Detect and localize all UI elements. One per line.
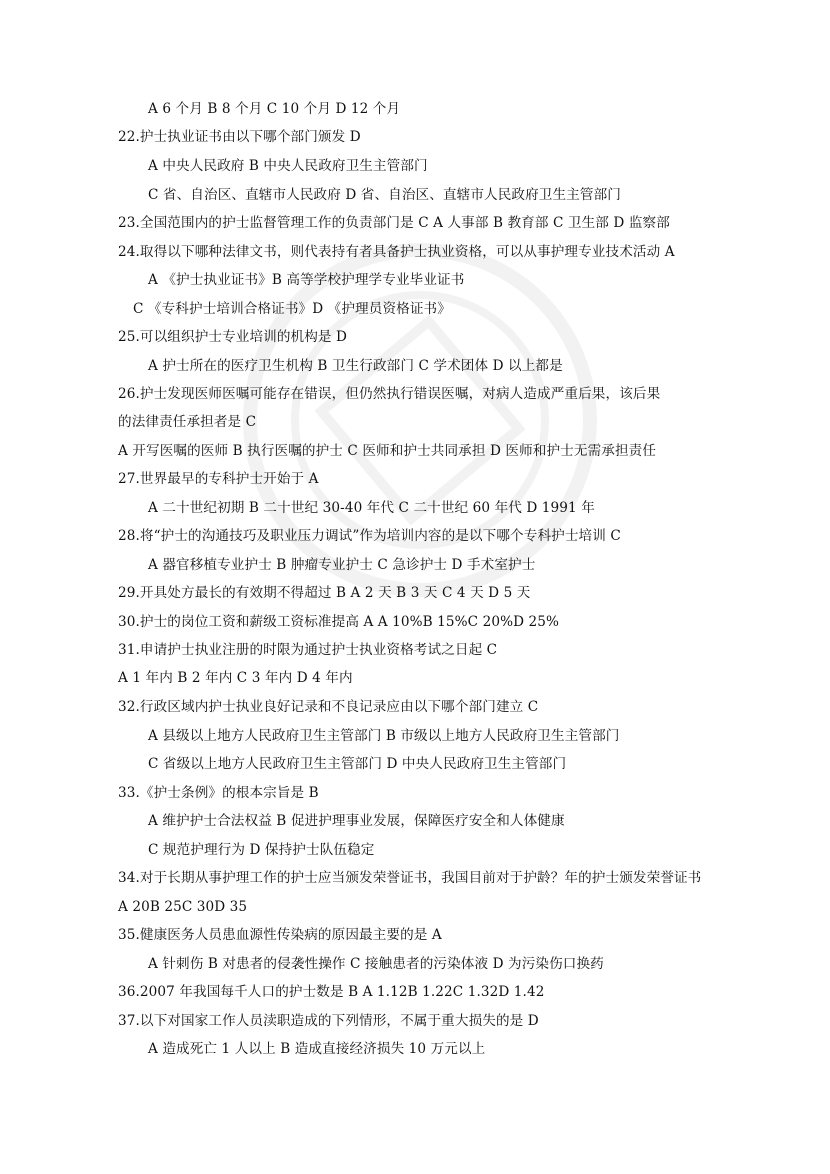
question-32-options-cd: C 省级以上地方人民政府卫生主管部门 D 中央人民政府卫生主管部门	[148, 756, 567, 772]
question-32: 32.行政区域内护士执业良好记录和不良记录应由以下哪个部门建立 C	[118, 699, 539, 715]
question-34-options: A 20B 25C 30D 35	[118, 899, 248, 915]
text-line: A 6 个月 B 8 个月 C 10 个月 D 12 个月	[148, 101, 401, 117]
question-25: 25.可以组织护士专业培训的机构是 D	[118, 329, 348, 345]
question-31: 31.申请护士执业注册的时限为通过护士执业资格考试之日起 C	[118, 642, 498, 658]
question-24: 24.取得以下哪种法律文书，则代表持有者具备护士执业资格，可以从事护理专业技术活动 A	[118, 244, 675, 260]
question-22-options-ab: A 中央人民政府 B 中央人民政府卫生主管部门	[148, 158, 428, 174]
question-27-options: A 二十世纪初期 B 二十世纪 30-40 年代 C 二十世纪 60 年代 D 1991 年	[148, 500, 595, 516]
question-28: 28.将“护士的沟通技巧及职业压力调试”作为培训内容的是以下哪个专科护士培训 C	[118, 528, 621, 544]
question-27: 27.世界最早的专科护士开始于 A	[118, 471, 319, 487]
question-25-options: A 护士所在的医疗卫生机构 B 卫生行政部门 C 学术团体 D 以上都是	[148, 358, 563, 374]
question-23: 23.全国范围内的护士监督管理工作的负责部门是 C A 人事部 B 教育部 C 卫生部 D 监察部	[118, 215, 670, 231]
question-36: 36.2007 年我国每千人口的护士数是 B A 1.12B 1.22C 1.32D 1.42	[118, 984, 545, 1000]
question-22: 22.护士执业证书由以下哪个部门颁发 D	[118, 129, 361, 145]
question-35-options: A 针刺伤 B 对患者的侵袭性操作 C 接触患者的污染体液 D 为污染伤口换药	[148, 956, 604, 972]
question-24-options-ab: A 《护士执业证书》B 高等学校护理学专业毕业证书	[148, 272, 465, 288]
question-24-options-cd: C 《专科护士培训合格证书》D 《护理员资格证书》	[133, 301, 451, 317]
question-37-options: A 造成死亡 1 人以上 B 造成直接经济损失 10 万元以上	[148, 1041, 486, 1057]
question-35: 35.健康医务人员患血源性传染病的原因最主要的是 A	[118, 927, 442, 943]
question-31-options: A 1 年内 B 2 年内 C 3 年内 D 4 年内	[118, 670, 353, 686]
question-33: 33.《护士条例》的根本宗旨是 B	[118, 785, 319, 801]
question-30: 30.护士的岗位工资和薪级工资标准提高 A A 10%B 15%C 20%D 25%	[118, 614, 560, 630]
question-32-options-ab: A 县级以上地方人民政府卫生主管部门 B 市级以上地方人民政府卫生主管部门	[148, 728, 620, 744]
question-28-options: A 器官移植专业护士 B 肿瘤专业护士 C 急诊护士 D 手术室护士	[148, 557, 536, 573]
question-37: 37.以下对国家工作人员渎职造成的下列情形，不属于重大损失的是 D	[118, 1013, 539, 1029]
question-26: 26.护士发现医师医嘱可能存在错误，但仍然执行错误医嘱，对病人造成严重后果，该后果	[118, 386, 661, 402]
question-26-options: A 开写医嘱的医师 B 执行医嘱的护士 C 医师和护士共同承担 D 医师和护士无需承担责任	[118, 443, 657, 459]
question-33-options-ab: A 维护护士合法权益 B 促进护理事业发展，保障医疗安全和人体健康	[148, 813, 565, 829]
question-33-options-cd: C 规范护理行为 D 保持护士队伍稳定	[148, 842, 375, 858]
question-22-options-cd: C 省、自治区、直辖市人民政府 D 省、自治区、直辖市人民政府卫生主管部门	[148, 187, 621, 203]
question-26-continued: 的法律责任承担者是 C	[118, 414, 257, 430]
question-34: 34.对于长期从事护理工作的护士应当颁发荣誉证书，我国目前对于护龄？年的护士颁发荣誉证书	[118, 870, 702, 886]
question-29: 29.开具处方最长的有效期不得超过 B A 2 天 B 3 天 C 4 天 D 5 天	[118, 585, 531, 601]
